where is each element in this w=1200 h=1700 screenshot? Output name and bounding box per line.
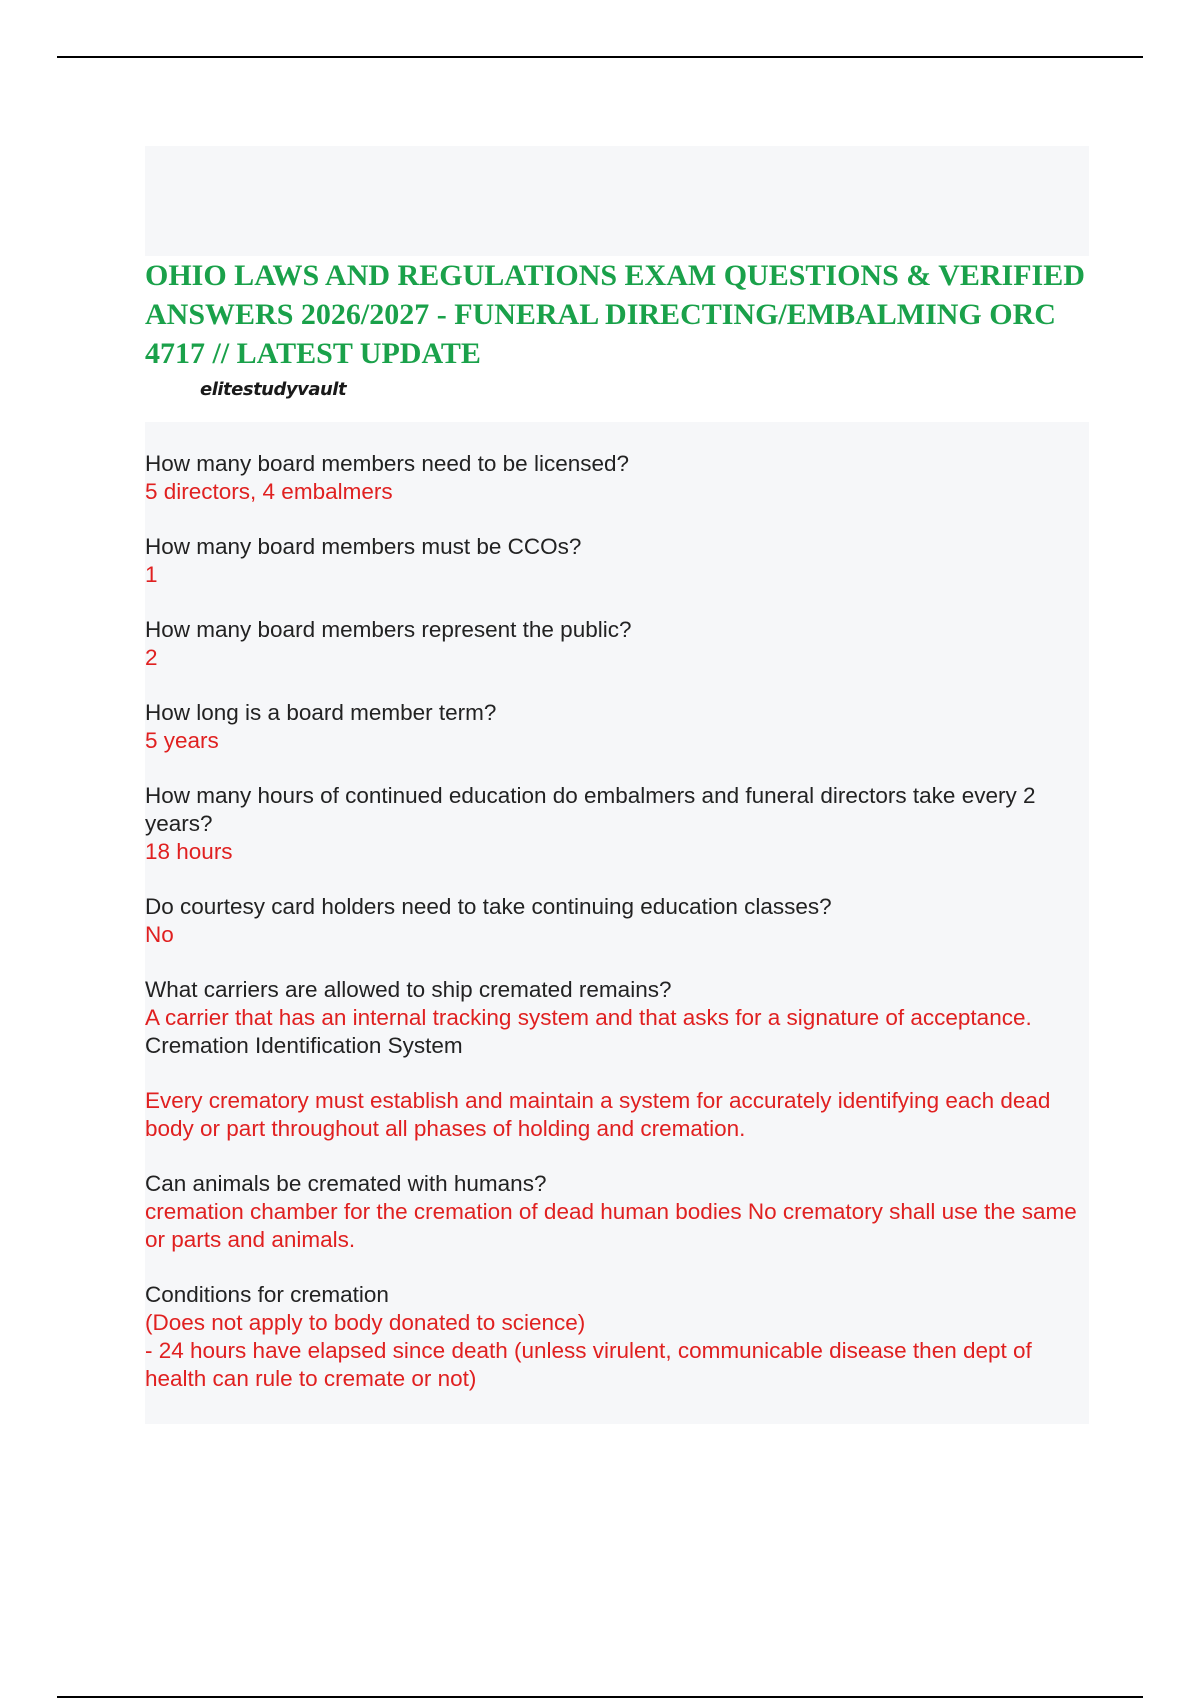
qa-item [145,1170,1089,1254]
answer-text: 2 [145,645,158,670]
answer-text: A carrier that has an internal tracking system and that asks for a signature of acceptance. [145,1005,1032,1030]
qa-item [145,893,1089,949]
question-text: Conditions for cremation [145,1282,389,1307]
header-panel [145,146,1089,256]
qa-item [145,533,1089,589]
bottom-rule [57,1696,1143,1698]
answer-text: cremation chamber for the cremation of dead human bodies No crematory shall use the same or parts and animals. [145,1199,1077,1252]
question-text: How many board members need to be licensed? [145,451,630,476]
qa-item [145,699,1089,755]
answer-line: - 24 hours have elapsed since death (unless virulent, communicable disease then dept of health can rule to cremate or not) [145,1338,1032,1391]
question-text: How long is a board member term? [145,700,497,725]
qa-item [145,1032,1089,1143]
question-text: What carriers are allowed to ship cremated remains? [145,977,672,1002]
question-text: Can animals be cremated with humans? [145,1171,547,1196]
question-text: Do courtesy card holders need to take continuing education classes? [145,894,832,919]
answer-text: 18 hours [145,839,233,864]
question-text: Cremation Identification System [145,1033,463,1058]
question-text: How many board members represent the public? [145,617,632,642]
qa-item [145,976,1089,1032]
answer-text: 5 years [145,728,219,753]
answer-line: (Does not apply to body donated to science) [145,1310,586,1335]
question-text: How many board members must be CCOs? [145,534,582,559]
spacer [145,1060,1089,1087]
top-rule [57,56,1143,58]
document-title: OHIO LAWS AND REGULATIONS EXAM QUESTIONS & VERIFIED ANSWERS 2026/2027 - FUNERAL DIRECTING/EMBALMING ORC 4717 // LATEST UPDATE [145,259,1085,370]
answer-text: No [145,922,174,947]
answer-text: Every crematory must establish and maintain a system for accurately identifying each dead body or part throughout all phases of holding and cremation. [145,1088,1051,1141]
author-name: elitestudyvault [200,379,347,400]
answer-text: 1 [145,562,158,587]
qa-item [145,616,1089,672]
qa-item [145,782,1089,866]
qa-item [145,1281,1089,1393]
qa-list [145,450,1089,1420]
question-text: How many hours of continued education do embalmers and funeral directors take every 2 years? [145,783,1036,836]
answer-text: 5 directors, 4 embalmers [145,479,393,504]
qa-item [145,450,1089,506]
